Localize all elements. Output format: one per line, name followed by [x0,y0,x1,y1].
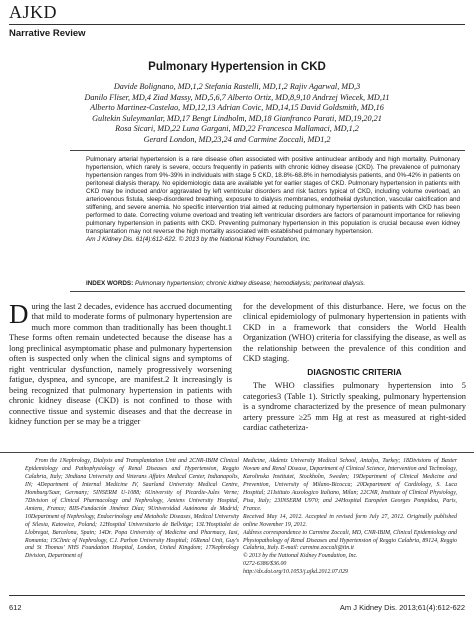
abstract-citation: Am J Kidney Dis. 61(4):612-622. © 2013 by the National Kidney Foundation, Inc. [86,236,311,244]
abstract-rule [70,150,465,151]
drop-cap: D [9,299,29,329]
footnote-text: From the 1Nephrology, Dialysis and Transplantation Unit and 2CNR-IBIM Clinical Epidemiology and Pathophysiology of Renal Diseases and Hypertension, Reggio Calabria, Italy; 3Indiana University and Veterans Affairs Medical Center, Indianapolis, IN; 4Department of Internal Medicine IV, Saarland University Medical Centre, Homburg/Saar, Germany; 5INSERM U-1088; 6University of Picardie-Jules Verne; 7Division of Clinical Pharmacology and Nephrology, Amiens University Hospital, Amiens, France; 8IIS-Fundación Jiménez Díaz; 9Universidad Autónoma de Madrid; 10Department of Nephrology, Endocrinology and Metabolic Diseases, Medical University of Silesia, Katowice, Poland; 12Hospital Universitario de Bellvitge; 13L'Hospitalet de Llobregat, Barcelona, Spain; 14Dr. Popa University of Medicine and Pharmacy, Iasi, Romania; 15Clinic of Nephrology, C.I. Parhon University Hospital; 16Renal Unit, Guy's and St Thomas' NHS Foundation Hospital, London, United Kingdom; 17Nephrology Division, Department of [25,458,239,560]
author-line: Gultekin Suleymanlar, MD,17 Bengt Lindholm, MD,18 Gianfranco Parati, MD,19,20,21 [92,113,382,123]
author-line: Gerard London, MD,23,24 and Carmine Zoccali, MD1,2 [143,134,331,144]
footnote-rule [0,452,474,453]
footer-citation: Am J Kidney Dis. 2013;61(4):612-622 [339,603,465,612]
journal-logo: AJKD [9,2,58,22]
page-number: 612 [9,603,22,612]
section-label: Narrative Review [9,28,86,39]
keywords-text: Pulmonary hypertension; chronic kidney disease; hemodialysis; peritoneal dialysis. [133,280,366,287]
body-column-left [9,299,232,427]
affiliations-left [25,458,239,561]
section-heading: DIAGNOSTIC CRITERIA [307,366,402,377]
abstract-text: Pulmonary arterial hypertension is a rare disease often associated with positive antinuclear antibody and high mortality. Pulmonary hypertension, which rarely is severe, occurs frequently in patients with chronic kidney disease (CKD). The prevalence of pulmonary hypertension ranges from 9%-39% in individuals with stage 5 CKD, 18.8%-68.8% in hemodialysis patients, and 0%-42% in patients on peritoneal dialysis therapy. No epidemiologic data are available yet for earlier stages of CKD. Pulmonary hypertension in patients with CKD may be induced and/or aggravated by left ventricular disorders and risk factors typical of CKD, including volume overload, an arteriovenous fistula, sleep-disordered breathing, exposure to dialysis membranes, endothelial dysfunction, vascular calcification and stiffening, and severe anemia. No specific intervention trial aimed at reducing pulmonary hypertension in patients with CKD has been performed to date. Correcting volume overload and treating left ventricular disorders are factors of paramount importance for relieving pulmonary hypertension in patients with CKD. Preventing pulmonary hypertension in this population is crucial because even kidney transplantation may not reverse the high mortality associated with established pulmonary hypertension. [86,156,460,236]
body-text: uring the last 2 decades, evidence has accrued documenting that mild to moderate forms of pulmonary hypertension are much more common than traditionally has been thought.1 These forms often remain undetected because the disease has a long preclinical asymptomatic phase and pulmonary hypertension often is suspected only when the clinical signs and symptoms of right ventricular dysfunction, namely progressively worsening fatigue, dyspnea, and syncope, are manifest.2 It increasingly is being recognized that pulmonary hypertension in patients with chronic kidney disease (CKD) is not confined to those with connective tissue and systemic diseases and that the decrease in kidney function per se may be a trigger [9,302,232,426]
affiliations-right [243,458,457,577]
abstract [86,156,460,245]
keywords [86,280,460,287]
author-line: Rosa Sicari, MD,22 Luna Gargani, MD,22 Francesca Mallamaci, MD,1,2 [115,124,359,134]
author-line: Davide Bolignano, MD,1,2 Stefania Rastelli, MD,1,2 Rajiv Agarwal, MD,3 [113,82,361,91]
keywords-label: INDEX WORDS: [86,280,134,287]
article-title: Pulmonary Hypertension in CKD [148,61,326,73]
body-paragraph: The WHO classifies pulmonary hypertension into 5 categories3 (Table 1). Strictly speaking, pulmonary hypertension is a syndrome characterized by the presence of mean pulmonary artery pressure ≥25 mm Hg at rest as measured at right-sided cardiac catheteriza- [243,381,466,432]
keywords-rule [70,291,465,292]
author-line: Danilo Fliser, MD,4 Ziad Massy, MD,5,6,7 Alberto Ortiz, MD,8,9,10 Andrzej Wiecek, MD,11 [84,92,390,102]
footnote-text: Medicine, Akdeniz University Medical School, Antalya, Turkey; 18Divisions of Baxter Novum and Renal Disease, Department of Clinical Science, Intervention and Technology, Karolinska Institutet, Stockholm, Sweden; 19Department of Clinical Medicine and Prevention, University of Milano-Bicocca; 20Department of Cardiology, S. Luca Hospital; 21Istituto Auxologico Italiano, Milan; 22CNR, Institute of Clinical Physiology, Pisa, Italy; 23INSERM U970; and 24Hospital Européen Georges Pompidou, Paris, France. Received May 14, 2012. Accepted in revised form July 27, 2012. Originally published online November 19, 2012. Address correspondence to Carmine Zoccali, MD, CNR-IBIM, Clinical Epidemiology and Physiopathology of Renal Diseases and Hypertension of Reggio Calabria, 89124, Reggio Calabria, Italy. E-mail: carmine.zoccali@tin.it © 2013 by the National Kidney Foundation, Inc. 0272-6386/$36.00 http://dx.doi.org/10.1053/j.ajkd.2012.07.029 [243,458,457,576]
header-rule [9,24,465,25]
body-column-right [243,302,466,433]
author-line: Alberto Martinez-Castelao, MD,12,13 Adrian Covic, MD,14,15 David Goldsmith, MD,16 [90,103,384,113]
footer-rule [9,595,465,596]
author-list [60,82,414,146]
body-paragraph: for the development of this disturbance. Here, we focus on the clinical epidemiology of pulmonary hypertension in patients with CKD in a framework that considers the World Health Organization (WHO) criteria for classifying the disease, as well as the relationship between the prevalence of this condition and CKD staging. [243,302,466,364]
